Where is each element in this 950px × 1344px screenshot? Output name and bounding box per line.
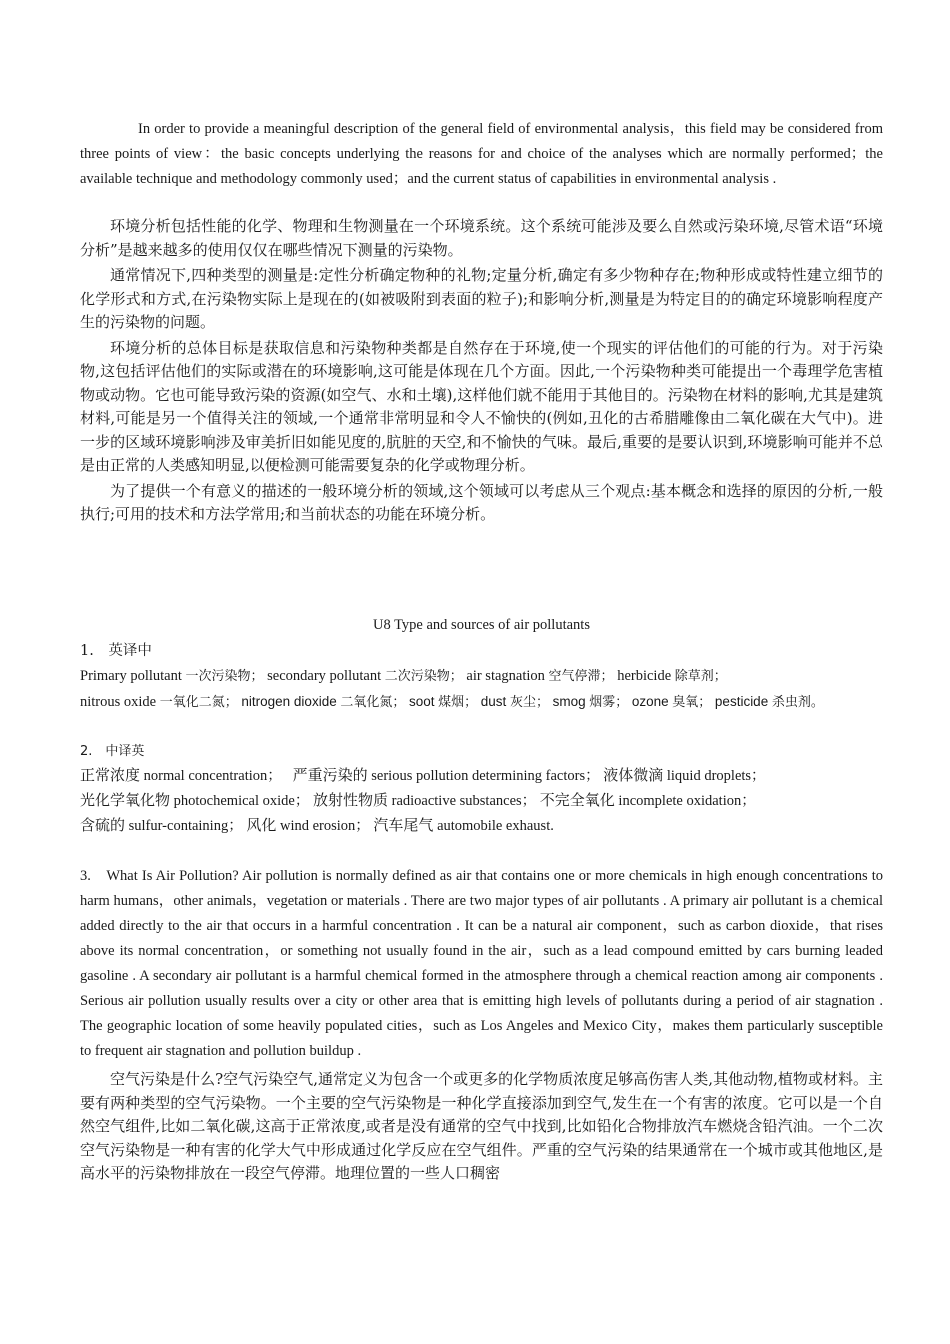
term-en: serious pollution determining factors； [371, 768, 600, 784]
term-en: herbicide [617, 668, 672, 684]
term-zh: 除草剂； [674, 669, 727, 684]
term-zh: 正常浓度 [80, 766, 141, 784]
section-1-heading: 1. 英译中 [80, 643, 152, 659]
term-en: wind erosion； [279, 818, 370, 834]
term-en: photochemical oxide； [173, 793, 310, 809]
term-item [293, 768, 600, 784]
term-zh: 光化学氧化物 [80, 791, 171, 809]
term-item [313, 793, 536, 809]
term-zh: 烟雾； [589, 695, 629, 710]
term-zh: 二氧化氮； [340, 695, 406, 710]
section-1-line-2 [80, 689, 883, 715]
term-en: dust [480, 694, 507, 709]
term-en: ozone [631, 694, 669, 709]
term-item [80, 694, 238, 710]
section-2-line-1 [80, 764, 883, 789]
term-item [617, 668, 727, 684]
term-en: liquid droplets； [666, 768, 766, 784]
intro-chinese-paragraph-3: 环境分析的总体目标是获取信息和污染物种类都是自然存在于环境,使一个现实的评估他们的可能的行为。对于污染物,这包括评估他们的实际或潜在的环境影响,这可能是体现在几个方面。因此,一个污染物种类可能提出一个毒理学危害植物或动物。它也可能导致污染的资源(如空气、水和土壤),这样他们就不能用于其他目的。污染物在材料的影响,尤其是建筑材料,可能是另一个值得关注的领域,一个通常非常明显和令人不愉快的(例如,丑化的古希腊雕像由二氧化碳在大气中)。进一步的区域环境影响涉及审美折旧如能见度的,肮脏的天空,和不愉快的气味。最后,重要的是要认识到,环境影响可能并不总是由正常的人类感知明显,以便检测可能需要复杂的化学或物理分析。 [80, 338, 883, 474]
term-item [632, 694, 711, 710]
term-item [409, 694, 477, 710]
intro-chinese-section [80, 215, 883, 527]
term-zh: 严重污染的 [292, 766, 368, 784]
term-zh: 臭氧； [672, 695, 712, 710]
intro-chinese-paragraph-4: 为了提供一个有意义的描述的一般环境分析的领域,这个领域可以考虑从三个观点:基本概念和选择的原因的分析,一般执行;可用的技术和方法学常用;和当前状态的功能在环境分析。 [80, 481, 883, 523]
unit-title: U8 Type and sources of air pollutants [373, 617, 590, 633]
section-2-line-3 [80, 814, 883, 839]
term-zh: 液体微滴 [603, 766, 664, 784]
term-en: pesticide [714, 694, 769, 709]
term-zh: 风化 [246, 816, 277, 834]
term-item [80, 818, 243, 834]
term-item [540, 793, 756, 809]
term-item [267, 668, 463, 684]
term-zh: 杀虫剂。 [771, 695, 824, 710]
term-item [80, 768, 282, 784]
term-zh: 汽车尾气 [373, 816, 434, 834]
term-zh: 一次污染物； [185, 669, 264, 684]
term-en: air stagnation [466, 668, 545, 684]
section-3-chinese-paragraph: 空气污染是什么?空气污染空气,通常定义为包含一个或更多的化学物质浓度足够高伤害人类,其他动物,植物或材料。主要有两种类型的空气污染物。一个主要的空气污染物是一种化学直接添加到空气,发生在一个有害的浓度。它可以是一个自然空气组件,比如二氧化碳,这高于正常浓度,或者是没有通常的空气中找到,比如铅化合物排放汽车燃烧含铅汽油。一个二次空气污染物是一种有害的化学大气中形成通过化学反应在空气组件。严重的空气污染的结果通常在一个城市或其他地区,是高水平的污染物排放在一段空气停滞。地理位置的一些人口稠密 [80, 1070, 883, 1182]
term-item [80, 668, 264, 684]
section-3 [80, 864, 883, 1186]
term-item [241, 694, 405, 710]
term-item [373, 818, 553, 834]
term-en: radioactive substances； [391, 793, 537, 809]
term-zh: 不完全氧化 [539, 791, 615, 809]
section-1 [80, 640, 883, 715]
term-item [553, 694, 629, 710]
term-item [481, 694, 549, 710]
intro-english-paragraph [80, 117, 883, 192]
term-item [246, 818, 369, 834]
term-en: incomplete oxidation； [618, 793, 756, 809]
term-en: sulfur-containing； [128, 818, 243, 834]
term-item [80, 793, 309, 809]
term-zh: 煤烟； [438, 695, 478, 710]
term-en: nitrogen dioxide [241, 694, 337, 709]
term-zh: 一氧化二氮； [159, 695, 238, 710]
term-en: Primary pollutant [80, 668, 182, 684]
term-zh: 空气停滞； [548, 669, 614, 684]
term-en: automobile exhaust. [437, 818, 554, 834]
intro-chinese-paragraph-2: 通常情况下,四种类型的测量是:定性分析确定物种的礼物;定量分析,确定有多少物种存在;物种形成或特性建立细节的化学形式和方式,在污染物实际上是现在的(如被吸附到表面的粒子);和影响分析,测量是为特定目的的确定环境影响程度产生的污染物的问题。 [80, 266, 883, 331]
term-en: soot [408, 694, 435, 709]
term-en: secondary pollutant [267, 668, 382, 684]
section-2-heading: 2. 中译英 [80, 744, 145, 759]
unit-title-block [80, 617, 883, 634]
section-3-english-paragraph: 3. What Is Air Pollution? Air pollution is normally defined as air that contains one or more chemicals in high enough concentrations to harm humans，other animals，vegetation or materials . There are two major types of air pollutants . A primary air pollutant is a chemical added directly to the air that occurs in a harmful concentration . It can be a natural air component，such as carbon dioxide，that rises above its normal concentration，or something not usually found in the air，such as a lead compound emitted by cars burning leaded gasoline . A secondary air pollutant is a harmful chemical formed in the atmosphere through a chemical reaction among air components . Serious air pollution usually results over a city or other area that is emitting high levels of pollutants during a period of air stagnation . The geographic location of some heavily populated cities，such as Los Angeles and Mexico City，makes them particularly susceptible to frequent air stagnation and pollution buildup . [80, 868, 883, 1059]
section-1-line-1 [80, 664, 883, 689]
term-zh: 放射性物质 [312, 791, 388, 809]
term-en: smog [552, 694, 586, 709]
section-2 [80, 742, 883, 839]
intro-chinese-paragraph-1: 环境分析包括性能的化学、物理和生物测量在一个环境系统。这个系统可能涉及要么自然或污染环境,尽管术语“环境分析”是越来越多的使用仅仅在哪些情况下测量的污染物。 [80, 217, 883, 259]
term-en: normal concentration； [143, 768, 282, 784]
term-item [715, 694, 824, 710]
term-item [466, 668, 613, 684]
section-2-line-2 [80, 789, 883, 814]
term-zh: 灰尘； [509, 695, 549, 710]
term-item [603, 768, 765, 784]
term-zh: 二次污染物； [384, 669, 463, 684]
term-en: nitrous oxide [80, 694, 157, 710]
intro-english-text: In order to provide a meaningful description of the general field of environmental analysis，this field may be considered from three points of view：the basic concepts underlying the reasons for and choice of the analyses which are normally performed；the available technique and methodology commonly used；and the current status of capabilities in environmental analysis . [80, 121, 883, 187]
term-zh: 含硫的 [80, 816, 126, 834]
